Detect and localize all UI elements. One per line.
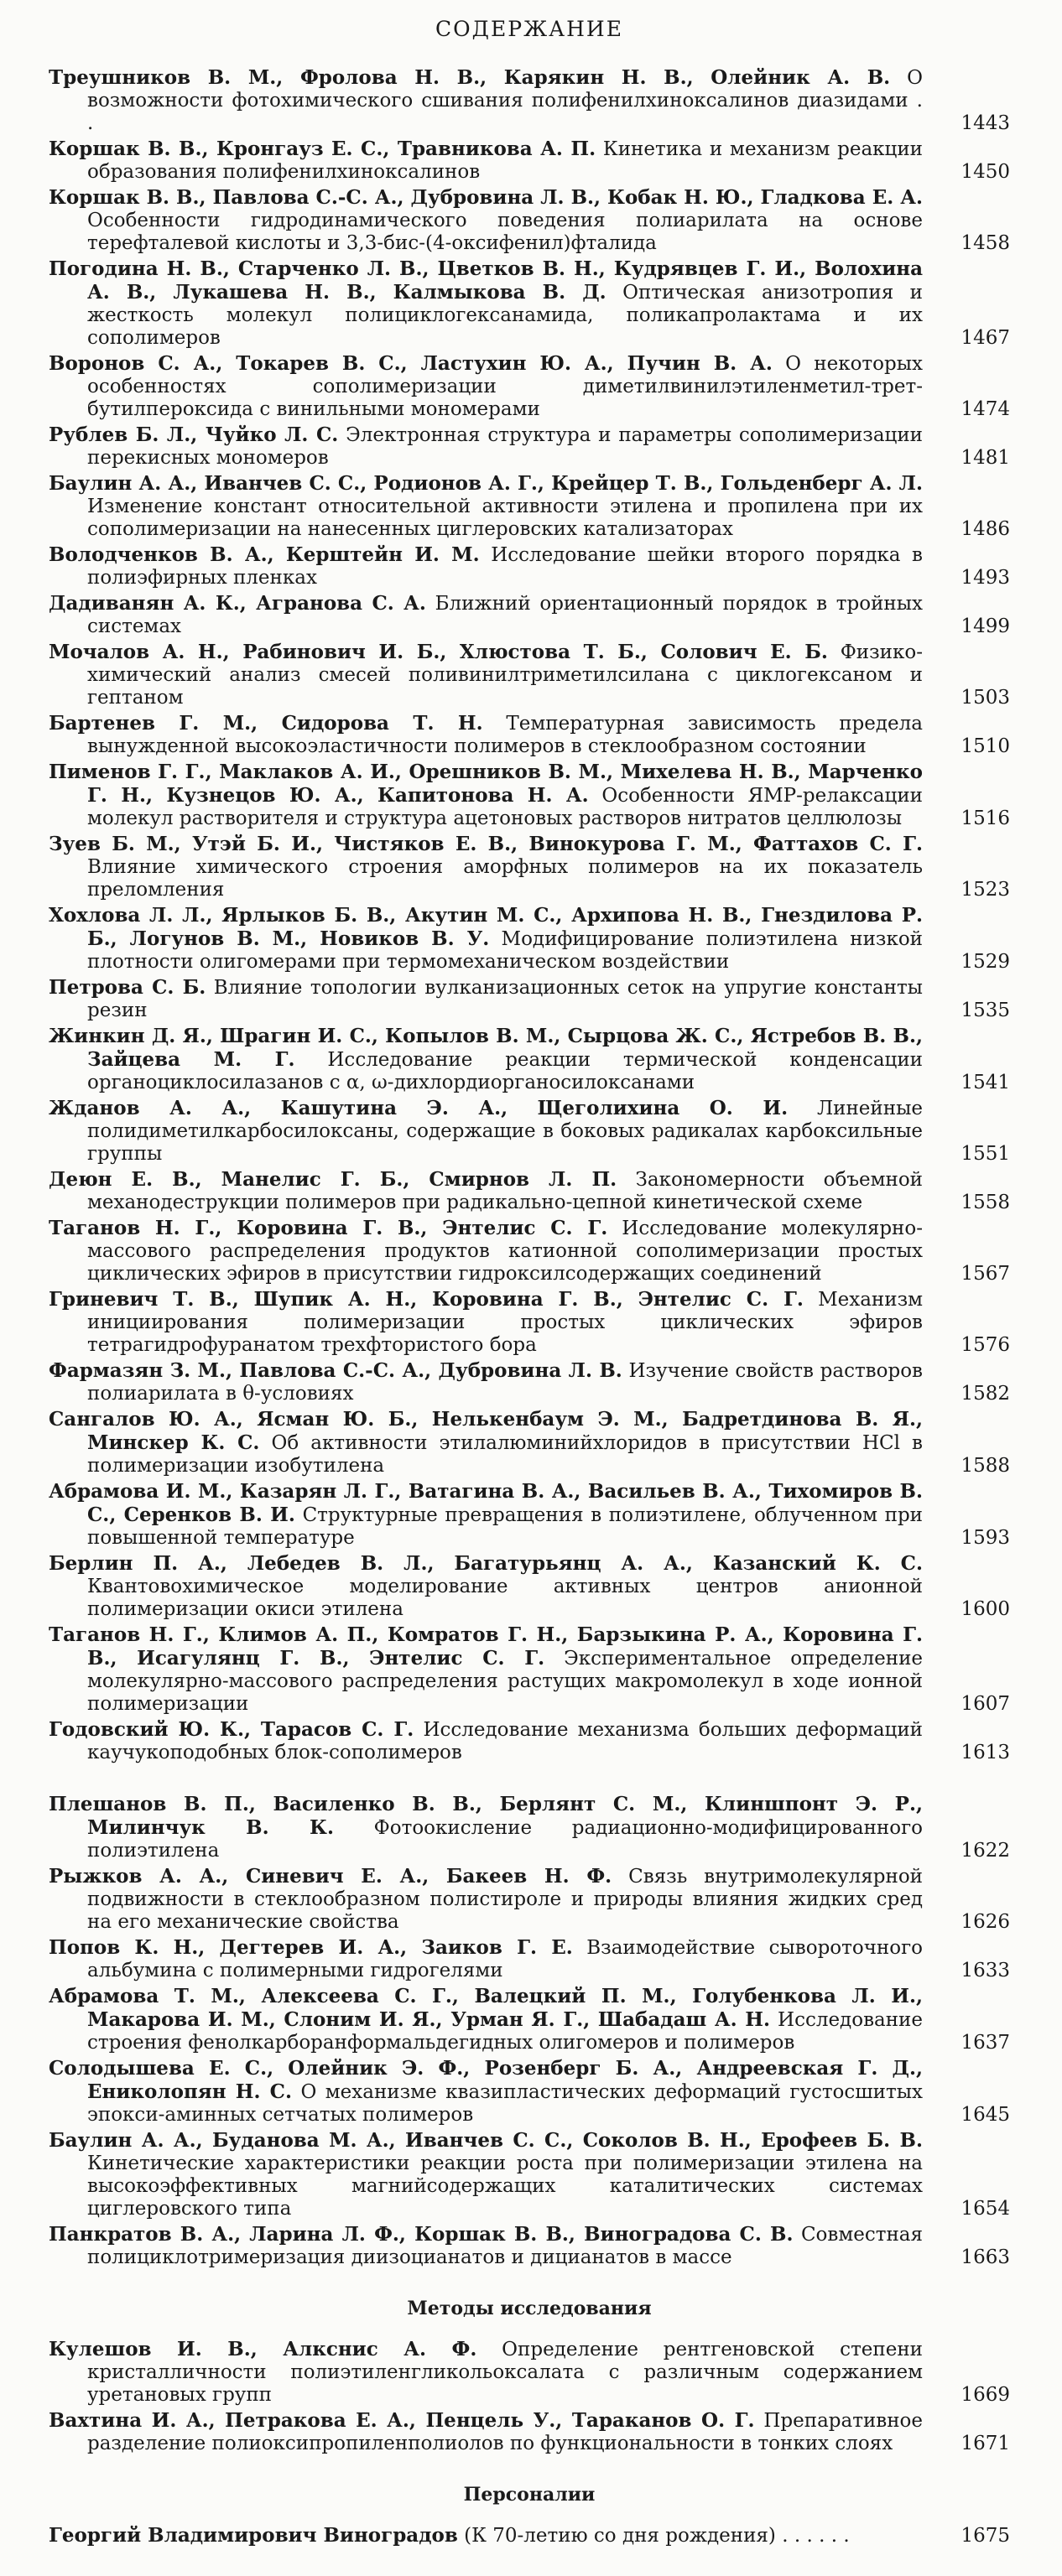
entry-text — [49, 543, 923, 589]
toc-entry[interactable] — [49, 543, 1010, 589]
entry-authors: Попов К. Н., Дегтерев И. А., Заиков Г. Е. — [49, 1936, 573, 1959]
entry-title: Физико-химический анализ смесей поливинилтриметилсилана с циклогексаном и гептаном — [87, 641, 924, 709]
entry-title: Кинетика и механизм реакции образования полифенилхиноксалинов — [87, 138, 923, 183]
entry-authors: Бартенев Г. М., Сидорова Т. Н. — [49, 712, 483, 735]
entry-text — [49, 352, 923, 421]
entry-text — [49, 1718, 923, 1764]
entry-authors: Дадиванян А. К., Агранова С. А. — [49, 592, 426, 615]
entry-text — [49, 1408, 923, 1478]
entry-text — [49, 1097, 923, 1166]
entry-page-number: 1486 — [960, 518, 1010, 540]
page-title: СОДЕРЖАНИЕ — [435, 17, 623, 41]
toc-entry[interactable] — [49, 1865, 1010, 1934]
entry-page-number: 1645 — [960, 2104, 1010, 2126]
entry-title: Электронная структура и параметры сополимеризации перекисных мономеров — [87, 424, 923, 469]
entry-page-number: 1510 — [960, 735, 1010, 757]
toc-entry[interactable] — [49, 2338, 1010, 2407]
toc-entry[interactable] — [49, 66, 1010, 135]
entry-authors: Гриневич Т. В., Шупик А. Н., Коровина Г. В., Энтелис С. Г. — [49, 1288, 804, 1311]
entry-page-number: 1633 — [960, 1960, 1010, 1981]
entry-title: Взаимодействие сывороточного альбумина с полимерными гидрогелями — [87, 1937, 923, 1981]
entry-authors: Зуев Б. М., Утэй Б. И., Чистяков Е. В., Винокурова Г. М., Фаттахов С. Г. — [49, 833, 923, 855]
entry-authors: Годовский Ю. К., Тарасов С. Г. — [49, 1718, 414, 1741]
toc-entry[interactable] — [49, 423, 1010, 470]
entry-title: Кинетические характеристики реакции роста при полимеризации этилена на высокоэффективных магнийсодержащих каталитических системах циглеровского типа — [87, 2153, 923, 2220]
toc-entry[interactable] — [49, 2129, 1010, 2220]
entry-title: О некоторых особенностях сополимеризации диметилвинилэтиленметил-трет-бутилпероксида с винильными мономерами — [87, 353, 924, 420]
entry-page-number: 1503 — [960, 687, 1010, 709]
toc-entry[interactable] — [49, 712, 1010, 758]
entry-text — [49, 1936, 923, 1982]
toc-entry[interactable] — [49, 904, 1010, 974]
entry-authors: Треушников В. М., Фролова Н. В., Карякин Н. В., Олейник А. В. — [49, 66, 891, 89]
entry-title: Влияние химического строения аморфных полимеров на их показатель преломления — [87, 856, 923, 901]
toc-entry[interactable] — [49, 1623, 1010, 1716]
toc-entry[interactable] — [49, 2223, 1010, 2269]
toc-entry[interactable] — [49, 1359, 1010, 1405]
entry-authors: Деюн Е. В., Манелис Г. Б., Смирнов Л. П. — [49, 1168, 617, 1191]
section-heading: Методы исследования — [407, 2298, 652, 2319]
toc-sections — [49, 66, 1010, 2547]
toc-entry[interactable] — [49, 1168, 1010, 1214]
entry-authors: Жинкин Д. Я., Шрагин И. С., Копылов В. М., Сырцова Ж. С., Ястребов В. В., Зайцева М. Г. — [49, 1025, 923, 1071]
entry-authors: Вахтина И. А., Петракова Е. А., Пенцель У., Тараканов О. Г. — [49, 2409, 755, 2432]
toc-section — [49, 1793, 1010, 2269]
toc-entry[interactable] — [49, 1936, 1010, 1982]
entry-page-number: 1443 — [960, 112, 1010, 134]
entry-title: Исследование строения фенолкарборанформальдегидных олигомеров и полимеров — [87, 2009, 923, 2054]
entry-page-number: 1582 — [960, 1383, 1010, 1405]
entry-title: Определение рентгеновской степени кристалличности полиэтиленгликольоксалата с различным содержанием уретановых групп — [87, 2339, 924, 2406]
entry-text — [49, 138, 923, 184]
entry-authors: Жданов А. А., Кашутина Э. А., Щеголихина О. И. — [49, 1097, 789, 1119]
entry-authors: Панкратов В. А., Ларина Л. Ф., Коршак В. В., Виноградова С. В. — [49, 2223, 794, 2246]
entry-page-number: 1669 — [960, 2384, 1010, 2406]
entry-authors: Баулин А. А., Буданова М. А., Иванчев С. С., Соколов В. Н., Ерофеев Б. В. — [49, 2129, 923, 2152]
entry-text — [49, 186, 923, 255]
entry-title: Исследование реакции термической конденсации органоциклосилазанов с α, ω-дихлордиорганосилоксанами — [87, 1049, 924, 1093]
entry-authors: Фармазян З. М., Павлова С.-С. А., Дубровина Л. В. — [49, 1359, 622, 1382]
toc-entry[interactable] — [49, 1985, 1010, 2054]
entry-text — [49, 2129, 923, 2220]
entry-page-number: 1567 — [960, 1263, 1010, 1285]
toc-entry[interactable] — [49, 1288, 1010, 1357]
toc-entry[interactable] — [49, 472, 1010, 541]
toc-entry[interactable] — [49, 1552, 1010, 1621]
entry-title: Изучение свойств растворов полиарилата в θ-условиях — [87, 1360, 923, 1405]
entry-title: Модифицирование полиэтилена низкой плотности олигомерами при термомеханическом воздействии — [87, 928, 923, 973]
entry-title: Линейные полидиметилкарбосилоксаны, содержащие в боковых радикалах карбоксильные группы — [87, 1098, 923, 1165]
entry-page-number: 1558 — [960, 1192, 1010, 1213]
entry-title: Экспериментальное определение молекулярно-массового распределения растущих макромолекул в ходе ионной полимеризации — [87, 1648, 924, 1715]
entry-page-number: 1626 — [960, 1911, 1010, 1933]
toc-entry[interactable] — [49, 352, 1010, 421]
entry-authors: Солодышева Е. С., Олейник Э. Ф., Розенберг Б. А., Андреевская Г. Д., Ениколопян Н. С. — [49, 2057, 923, 2103]
entry-title: Квантовохимическое моделирование активных центров анионной полимеризации окиси этилена — [87, 1576, 923, 1620]
entry-page-number: 1607 — [960, 1693, 1010, 1715]
entry-text — [49, 976, 923, 1022]
entry-title: Структурные превращения в полиэтилене, облученном при повышенной температуре — [87, 1504, 924, 1549]
entry-page-number: 1588 — [960, 1455, 1010, 1477]
entry-authors: Абрамова Т. М., Алексеева С. Г., Валецкий П. М., Голубенкова Л. И., Макарова И. М., Слоним И. Я., Урман Я. Г., Шабадаш А. Н. — [49, 1985, 923, 2031]
entry-authors: Кулешов И. В., Алкснис А. Ф. — [49, 2338, 477, 2360]
entry-text — [49, 2524, 923, 2547]
entry-authors: Рыжков А. А., Синевич Е. А., Бакеев Н. Ф. — [49, 1865, 612, 1888]
entry-text — [49, 833, 923, 901]
entry-text — [49, 641, 923, 709]
entry-text — [49, 1623, 923, 1716]
entry-title: Механизм инициирования полимеризации простых циклических эфиров тетрагидрофуранатом трехфтористого бора — [87, 1289, 924, 1356]
entry-text — [49, 1480, 923, 1550]
toc-entry[interactable] — [49, 833, 1010, 901]
entry-title: (К 70-летию со дня рождения) . . . . . . — [464, 2525, 850, 2547]
entry-title: Исследование механизма больших деформаций каучукоподобных блок-сополимеров — [87, 1719, 923, 1763]
entry-title: Исследование шейки второго порядка в полиэфирных пленках — [87, 544, 923, 589]
entry-title: Исследование молекулярно-массового распределения продуктов катионной сополимеризации простых циклических эфиров в присутствии гидроксилсодержащих соединений — [87, 1218, 924, 1285]
toc-entry[interactable] — [49, 2057, 1010, 2127]
entry-authors: Таганов Н. Г., Коровина Г. В., Энтелис С. Г. — [49, 1217, 608, 1239]
entry-text — [49, 66, 923, 135]
entry-text — [49, 472, 923, 541]
entry-page-number: 1523 — [960, 879, 1010, 901]
entry-authors: Георгий Владимирович Виноградов — [49, 2524, 458, 2547]
entry-page-number: 1499 — [960, 615, 1010, 637]
entry-title: Препаративное разделение полиоксипропиленполиолов по функциональности в тонких слоях — [87, 2410, 924, 2454]
entry-authors: Воронов С. А., Токарев В. С., Ластухин Ю. А., Пучин В. А. — [49, 352, 773, 375]
entry-title: Влияние топологии вулканизационных сеток на упругие константы резин — [87, 977, 923, 1021]
entry-page-number: 1671 — [960, 2433, 1010, 2454]
entry-text — [49, 423, 923, 470]
entry-text — [49, 1552, 923, 1621]
entry-title: Оптическая анизотропия и жесткость молекул полициклогексанамида, поликапролактама и их сополимеров — [87, 282, 924, 349]
entry-page-number: 1613 — [960, 1742, 1010, 1763]
entry-page-number: 1637 — [960, 2032, 1010, 2054]
entry-title: Совместная полициклотримеризация диизоцианатов и дицианатов в массе — [87, 2224, 923, 2268]
toc-section — [49, 2298, 1010, 2455]
entry-title: Связь внутримолекулярной подвижности в стеклообразном полистироле и природы влияния жидких сред на его механические свойства — [87, 1866, 923, 1933]
entry-page-number: 1593 — [960, 1527, 1010, 1549]
entry-authors: Плешанов В. П., Василенко В. В., Берлянт С. М., Клиншпонт Э. Р., Милинчук В. К. — [49, 1793, 923, 1839]
entry-page-number: 1551 — [960, 1143, 1010, 1165]
entry-title: Особенности гидродинамического поведения полиарилата на основе терефталевой кислоты и 3,3-бис-(4-оксифенил)фталида — [87, 210, 923, 254]
entry-text — [49, 2223, 923, 2269]
entry-page-number: 1535 — [960, 1000, 1010, 1021]
entry-title: О механизме квазипластических деформаций густосшитых эпокси-аминных сетчатых полимеров — [87, 2081, 923, 2126]
entry-title: Закономерности объемной механодеструкции полимеров при радикально-цепной кинетической схеме — [87, 1169, 924, 1213]
entry-text — [49, 1217, 923, 1285]
entry-page-number: 1654 — [960, 2198, 1010, 2220]
toc-entry[interactable] — [49, 592, 1010, 638]
entry-title: Изменение констант относительной активности этилена и пропилена при их сополимеризации на нанесенных циглеровских катализаторах — [87, 496, 923, 540]
entry-text — [49, 1793, 923, 1862]
toc-entry[interactable] — [49, 1718, 1010, 1764]
entry-text — [49, 1985, 923, 2054]
toc-entry[interactable] — [49, 186, 1010, 255]
entry-page-number: 1622 — [960, 1840, 1010, 1862]
entry-page-number: 1541 — [960, 1072, 1010, 1093]
entry-text — [49, 2338, 923, 2407]
entry-page-number: 1467 — [960, 327, 1010, 349]
section-heading: Персоналии — [463, 2484, 596, 2506]
entry-text — [49, 904, 923, 974]
entry-title: О возможности фотохимического сшивания полифенилхиноксалинов диазидами . . — [87, 67, 923, 134]
toc-entry[interactable] — [49, 1793, 1010, 1862]
entry-text — [49, 1025, 923, 1094]
entry-text — [49, 712, 923, 758]
entry-title: Фотоокисление радиационно-модифицированного полиэтилена — [87, 1817, 924, 1862]
toc-entry[interactable] — [49, 976, 1010, 1022]
entry-title: Температурная зависимость предела вынужденной высокоэластичности полимеров в стеклообразном состоянии — [87, 713, 923, 757]
entry-authors: Рублев Б. Л., Чуйко Л. С. — [49, 423, 339, 446]
entry-authors: Пименов Г. Г., Маклаков А. И., Орешников В. М., Михелева Н. В., Марченко Г. Н., Кузнецов Ю. А., Капитонова Н. А. — [49, 761, 923, 807]
entry-text — [49, 761, 923, 830]
entry-page-number: 1576 — [960, 1334, 1010, 1356]
toc-entry[interactable] — [49, 761, 1010, 830]
entry-page-number: 1481 — [960, 447, 1010, 469]
entry-authors: Берлин П. А., Лебедев В. Л., Багатурьянц А. А., Казанский К. С. — [49, 1552, 923, 1575]
entry-text — [49, 1288, 923, 1357]
toc-entry[interactable] — [49, 1408, 1010, 1478]
toc-entry[interactable] — [49, 1097, 1010, 1166]
entry-text — [49, 592, 923, 638]
entry-text — [49, 2057, 923, 2127]
entry-title: Особенности ЯМР-релаксации молекул растворителя и структура ацетоновых растворов нитратов целлюлозы — [87, 785, 924, 829]
entry-title: Ближний ориентационный порядок в тройных системах — [87, 593, 924, 637]
toc-entry[interactable] — [49, 1025, 1010, 1094]
entry-text — [49, 1168, 923, 1214]
toc-entry[interactable] — [49, 1217, 1010, 1285]
entry-page-number: 1663 — [960, 2246, 1010, 2268]
entry-page-number: 1516 — [960, 808, 1010, 829]
entry-page-number: 1450 — [960, 161, 1010, 183]
toc-entry[interactable] — [49, 257, 1010, 350]
entry-text — [49, 2409, 923, 2455]
entry-authors: Баулин А. А., Иванчев С. С., Родионов А. Г., Крейцер Т. В., Гольденберг А. Л. — [49, 472, 923, 495]
entry-title: Об активности этилалюминийхлоридов в присутствии HCl в полимеризации изобутилена — [87, 1432, 923, 1477]
entry-authors: Володченков В. А., Керштейн И. М. — [49, 543, 480, 566]
entry-authors: Абрамова И. М., Казарян Л. Г., Ватагина В. А., Васильев В. А., Тихомиров В. С., Серенков В. И. — [49, 1480, 923, 1526]
entry-authors: Мочалов А. Н., Рабинович И. Б., Хлюстова Т. Б., Солович Е. Б. — [49, 641, 828, 663]
entry-authors: Погодина Н. В., Старченко Л. В., Цветков В. Н., Кудрявцев Г. И., Волохина А. В., Лукашева Н. В., Калмыкова В. Д. — [49, 257, 923, 304]
entry-text — [49, 257, 923, 350]
toc-section — [49, 2484, 1010, 2547]
toc-section — [49, 66, 1010, 1764]
entry-authors: Коршак В. В., Кронгауз Е. С., Травникова А. П. — [49, 138, 596, 160]
toc-entry[interactable] — [49, 2524, 1010, 2547]
entry-page-number: 1675 — [960, 2525, 1010, 2547]
toc-entry[interactable] — [49, 641, 1010, 709]
entry-page-number: 1600 — [960, 1598, 1010, 1620]
entry-text — [49, 1359, 923, 1405]
entry-page-number: 1474 — [960, 398, 1010, 420]
toc-entry[interactable] — [49, 1480, 1010, 1550]
entry-authors: Коршак В. В., Павлова С.-С. А., Дубровина Л. В., Кобак Н. Ю., Гладкова Е. А. — [49, 186, 923, 209]
entry-page-number: 1458 — [960, 232, 1010, 254]
toc-entry[interactable] — [49, 2409, 1010, 2455]
entry-authors: Сангалов Ю. А., Ясман Ю. Б., Нелькенбаум Э. М., Бадретдинова В. Я., Минскер К. С. — [49, 1408, 923, 1454]
entry-page-number: 1493 — [960, 567, 1010, 589]
entry-page-number: 1529 — [960, 951, 1010, 973]
entry-authors: Петрова С. Б. — [49, 976, 206, 999]
toc-entry[interactable] — [49, 138, 1010, 184]
entry-authors: Таганов Н. Г., Климов А. П., Комратов Г. Н., Барзыкина Р. А., Коровина Г. В., Исагулянц Г. В., Энтелис С. Г. — [49, 1623, 923, 1670]
entry-authors: Хохлова Л. Л., Ярлыков Б. В., Акутин М. С., Архипова Н. В., Гнездилова Р. Б., Логунов В. М., Новиков В. У. — [49, 904, 923, 950]
entry-text — [49, 1865, 923, 1934]
